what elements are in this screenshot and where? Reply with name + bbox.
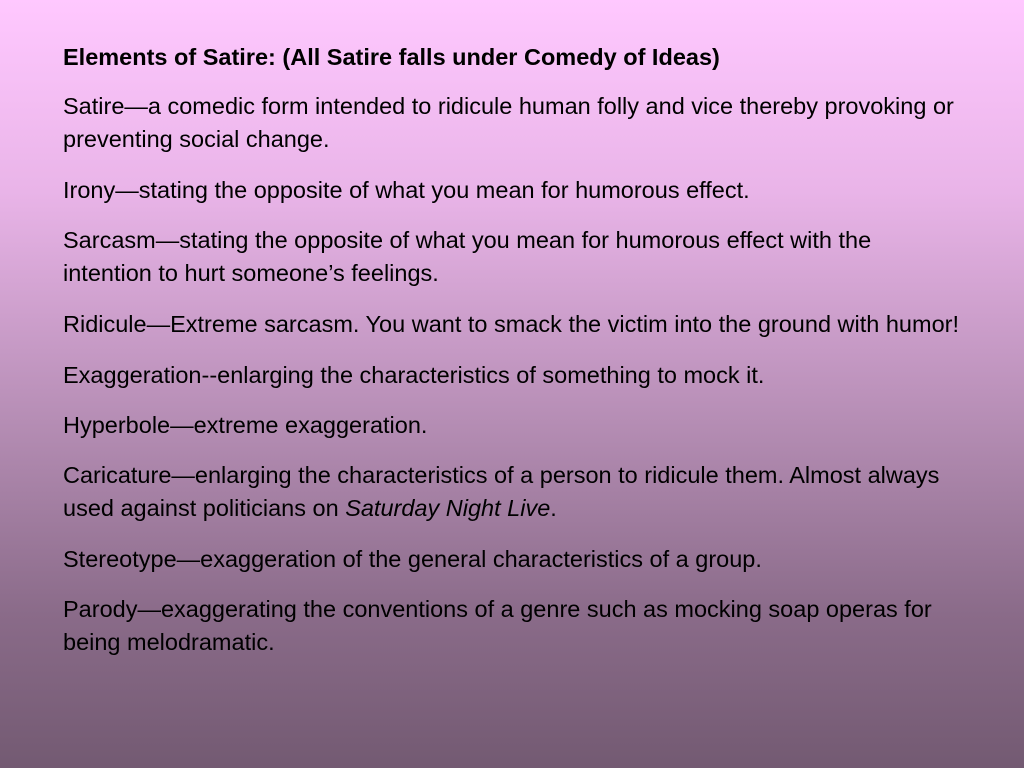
slide-content (63, 41, 963, 677)
paragraph-sarcasm: Sarcasm—stating the opposite of what you mean for humorous effect with the intention to hurt someone’s feelings. (63, 227, 872, 286)
paragraph-ridicule: Ridicule—Extreme sarcasm. You want to smack the victim into the ground with humor! (63, 311, 959, 337)
paragraph-stereotype: Stereotype—exaggeration of the general characteristics of a group. (63, 546, 762, 572)
paragraph-parody: Parody—exaggerating the conventions of a genre such as mocking soap operas for being melodramatic. (63, 596, 932, 655)
show-title-emphasis: Saturday Night Live (345, 495, 551, 521)
paragraph-caricature-text: Caricature—enlarging the characteristics of a person to ridicule them. Almost always used against politicians on (63, 462, 940, 521)
paragraph-exaggeration: Exaggeration--enlarging the characteristics of something to mock it. (63, 362, 765, 388)
paragraph-caricature (63, 459, 963, 525)
slide-title: Elements of Satire: (All Satire falls under Comedy of Ideas) (63, 44, 720, 70)
paragraph-satire: Satire—a comedic form intended to ridicule human folly and vice thereby provoking or preventing social change. (63, 93, 954, 152)
paragraph-irony: Irony—stating the opposite of what you mean for humorous effect. (63, 177, 750, 203)
paragraph-caricature-suffix: . (550, 495, 557, 521)
paragraph-hyperbole: Hyperbole—extreme exaggeration. (63, 412, 428, 438)
